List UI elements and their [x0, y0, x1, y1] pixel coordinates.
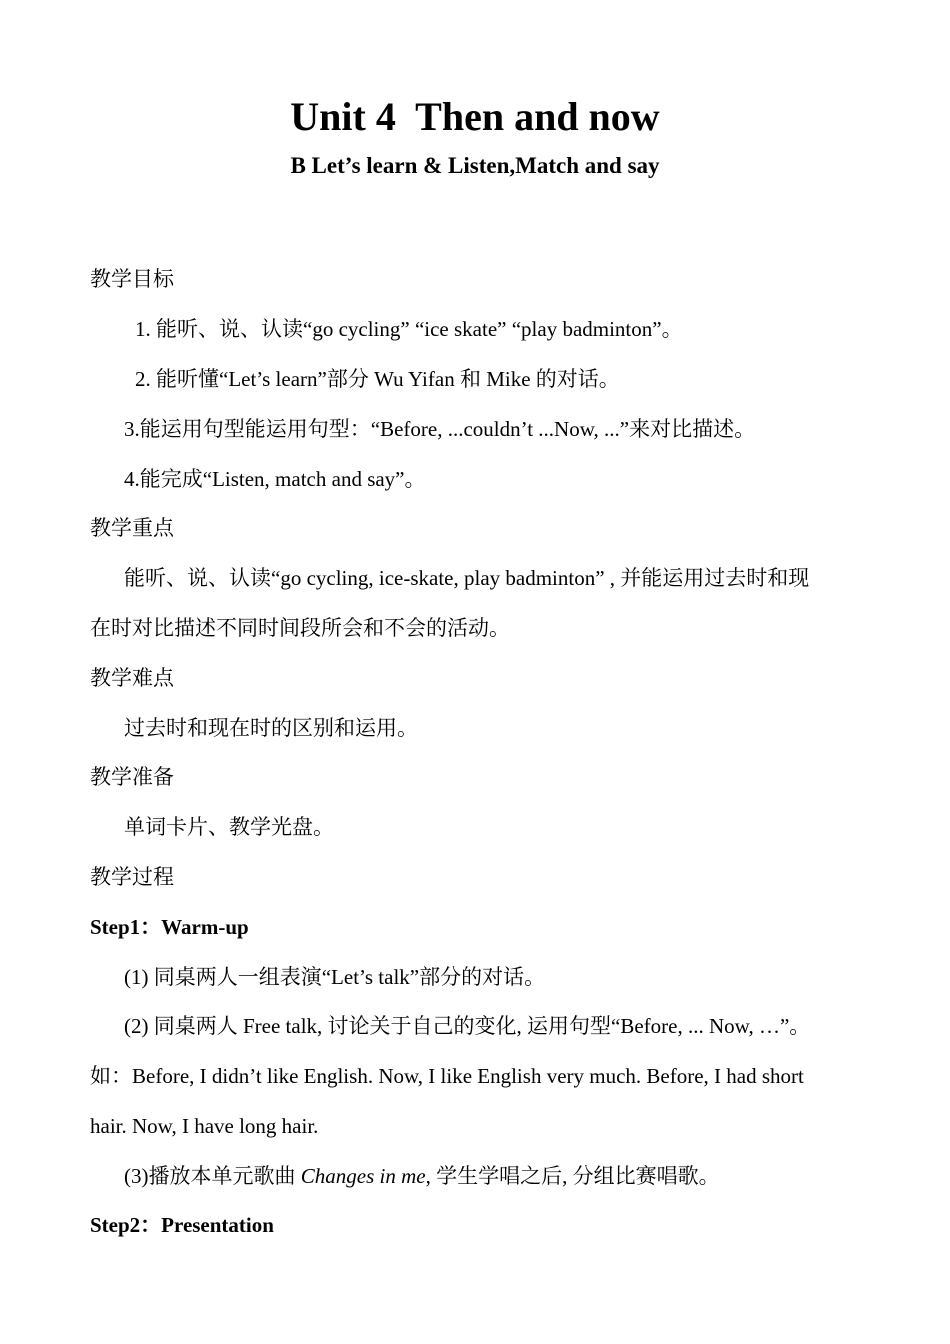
- preparation-text: 单词卡片、教学光盘。: [124, 815, 334, 839]
- difficulties-heading: 教学难点: [90, 666, 174, 690]
- objectives-heading: 教学目标: [90, 267, 174, 291]
- page-subtitle: B Let’s learn & Listen,Match and say: [290, 153, 660, 178]
- step1-item3: [124, 1161, 720, 1191]
- key-points-text-continued: 在时对比描述不同时间段所会和不会的活动。: [90, 616, 510, 640]
- key-points-heading: 教学重点: [90, 516, 174, 540]
- step1-item2-continued: hair. Now, I have long hair.: [90, 1114, 319, 1138]
- step1-item2-continued: 如：Before, I didn’t like English. Now, I like English very much. Before, I had short: [90, 1064, 804, 1088]
- step1-item3-suffix: , 学生学唱之后, 分组比赛唱歌。: [425, 1164, 720, 1188]
- process-heading: 教学过程: [90, 865, 174, 889]
- page-title: Unit 4 Then and now: [290, 94, 660, 139]
- objective-item: 4.能完成“Listen, match and say”。: [124, 467, 426, 491]
- key-points-text: 能听、说、认读“go cycling, ice-skate, play badminton” , 并能运用过去时和现: [124, 566, 810, 590]
- step1-item2: (2) 同桌两人 Free talk, 讨论关于自己的变化, 运用句型“Before, ... Now, …”。: [124, 1014, 811, 1038]
- preparation-heading: 教学准备: [90, 765, 174, 789]
- step1-item3-prefix: (3)播放本单元歌曲: [124, 1164, 301, 1188]
- step2-title: Step2：Presentation: [90, 1213, 274, 1237]
- difficulties-text: 过去时和现在时的区别和运用。: [124, 716, 418, 740]
- step1-title: Step1：Warm-up: [90, 915, 249, 939]
- song-title: Changes in me: [300, 1164, 426, 1188]
- step1-item1: (1) 同桌两人一组表演“Let’s talk”部分的对话。: [124, 965, 546, 989]
- objective-item: 2. 能听懂“Let’s learn”部分 Wu Yifan 和 Mike 的对话。: [135, 367, 620, 391]
- objective-item: 3.能运用句型能运用句型：“Before, ...couldn’t ...Now, ...”来对比描述。: [124, 417, 756, 441]
- objective-item: 1. 能听、说、认读“go cycling” “ice skate” “play badminton”。: [135, 317, 683, 341]
